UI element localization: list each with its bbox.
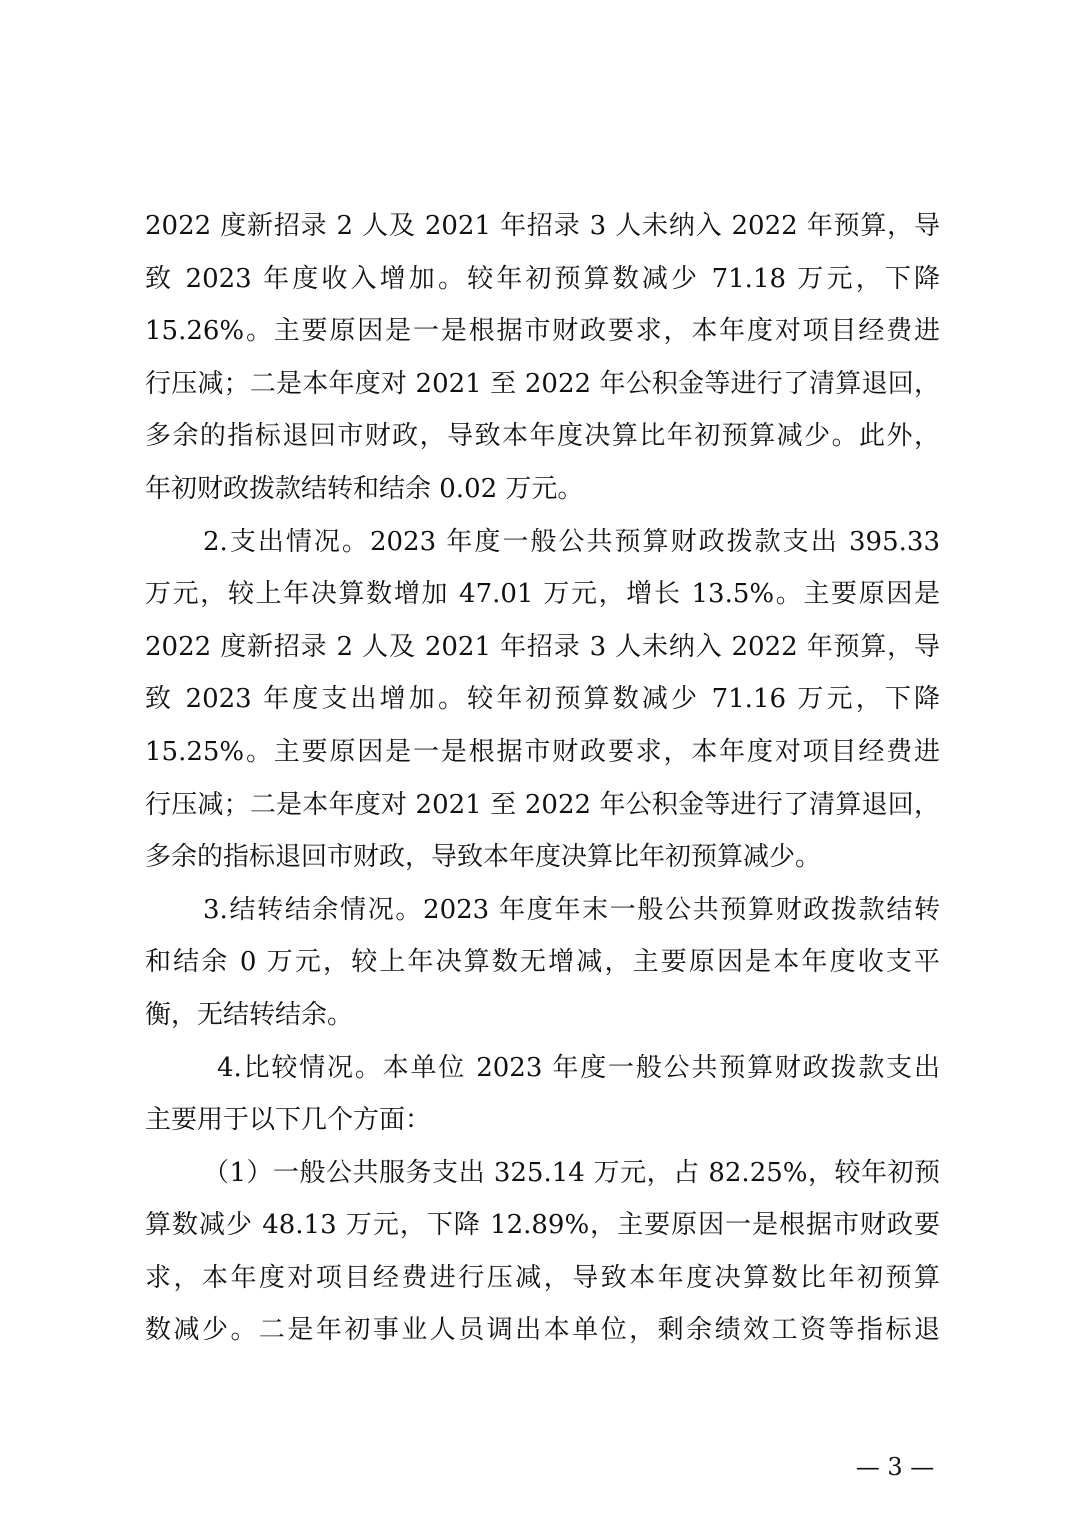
text-line: 行压减；二是本年度对 2021 至 2022 年公积金等进行了清算退回， [145, 368, 940, 399]
text-line: 多余的指标退回市财政，导致本年度决算比年初预算减少。此外， [145, 421, 940, 452]
text-line: 数减少。二是年初事业人员调出本单位，剩余绩效工资等指标退 [145, 1315, 940, 1346]
text-line: 4.比较情况。本单位 2023 年度一般公共预算财政拨款支出 [217, 1052, 940, 1083]
text-line: （1）一般公共服务支出 325.14 万元，占 82.25%，较年初预 [203, 1157, 940, 1188]
text-line: 15.26%。主要原因是一是根据市财政要求，本年度对项目经费进 [145, 316, 940, 347]
text-line: 衡，无结转结余。 [145, 999, 354, 1030]
text-line: 和结余 0 万元，较上年决算数无增减，主要原因是本年度收支平 [145, 947, 940, 978]
text-line: 算数减少 48.13 万元，下降 12.89%，主要原因一是根据市财政要 [145, 1210, 940, 1241]
body-text [145, 200, 940, 1357]
text-line: 行压减；二是本年度对 2021 至 2022 年公积金等进行了清算退回， [145, 789, 940, 820]
page-number: — 3 — [855, 1453, 935, 1481]
text-line: 致 2023 年度收入增加。较年初预算数减少 71.18 万元，下降 [145, 263, 940, 294]
text-line: 2.支出情况。2023 年度一般公共预算财政拨款支出 395.33 [203, 526, 940, 557]
text-line: 致 2023 年度支出增加。较年初预算数减少 71.16 万元，下降 [145, 684, 940, 715]
text-line: 15.25%。主要原因是一是根据市财政要求，本年度对项目经费进 [145, 736, 940, 767]
text-line: 多余的指标退回市财政，导致本年度决算比年初预算减少。 [145, 842, 822, 873]
text-line: 求，本年度对项目经费进行压减，导致本年度决算数比年初预算 [145, 1262, 940, 1293]
text-line: 2022 度新招录 2 人及 2021 年招录 3 人未纳入 2022 年预算，导 [145, 631, 940, 662]
text-line: 2022 度新招录 2 人及 2021 年招录 3 人未纳入 2022 年预算，导 [145, 211, 940, 241]
text-line: 年初财政拨款结转和结余 0.02 万元。 [145, 473, 584, 504]
text-line: 万元，较上年决算数增加 47.01 万元，增长 13.5%。主要原因是 [145, 579, 940, 610]
text-line: 3.结转结余情况。2023 年度年末一般公共预算财政拨款结转 [203, 894, 940, 925]
text-line: 主要用于以下几个方面： [145, 1105, 432, 1136]
